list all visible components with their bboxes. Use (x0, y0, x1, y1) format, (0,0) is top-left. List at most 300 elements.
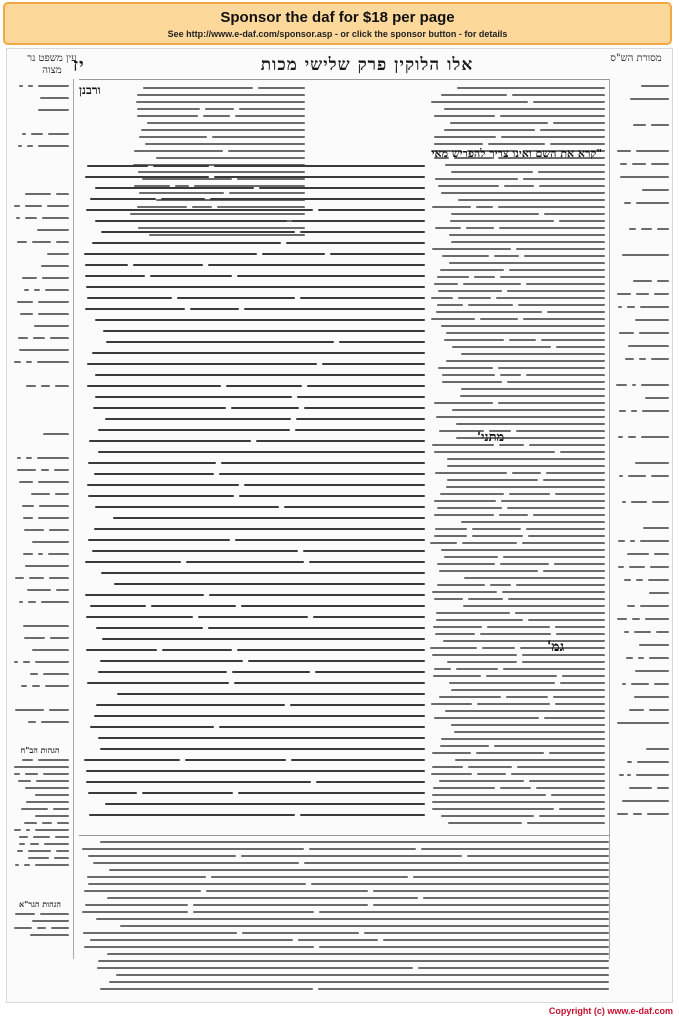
text-line (95, 506, 278, 508)
text-line (439, 570, 538, 572)
text-line (262, 253, 326, 255)
text-line (619, 774, 623, 776)
text-line (47, 253, 69, 255)
text-line (628, 436, 636, 438)
text-line (423, 897, 609, 899)
text-line (17, 469, 36, 471)
text-line (447, 661, 517, 663)
text-line (543, 570, 605, 572)
text-line (19, 601, 23, 603)
text-line (627, 553, 649, 555)
text-line (618, 436, 624, 438)
text-line (96, 627, 203, 629)
text-line (526, 374, 605, 376)
text-line (431, 773, 472, 775)
text-line (54, 469, 69, 471)
text-line (86, 286, 426, 288)
text-line (480, 633, 552, 635)
text-line (41, 721, 69, 723)
text-line (117, 693, 425, 695)
text-line (30, 673, 39, 675)
text-line (190, 308, 240, 310)
text-line (235, 539, 425, 541)
text-line (37, 457, 69, 459)
text-line (221, 462, 425, 464)
text-line (37, 927, 46, 929)
text-line (26, 829, 30, 831)
text-line (468, 766, 513, 768)
text-line (488, 143, 544, 145)
text-line (553, 122, 605, 124)
text-line (248, 660, 425, 662)
text-line (616, 384, 627, 386)
text-line (87, 876, 207, 878)
text-line (632, 163, 646, 165)
text-line (499, 514, 528, 516)
text-line (642, 189, 669, 191)
text-line (94, 715, 425, 717)
text-line (40, 97, 69, 99)
mesoret-hashas-label: מסורת הש"ס (610, 53, 662, 64)
text-line (631, 683, 649, 685)
text-line (651, 358, 669, 360)
text-line (642, 410, 669, 412)
sponsor-title[interactable]: Sponsor the daf for $18 per page (220, 9, 455, 26)
text-line (554, 563, 605, 565)
sponsor-subtitle[interactable]: See http://www.e-daf.com/sponsor.asp - or click the sponsor button - for details (167, 29, 508, 39)
text-line (444, 556, 498, 558)
text-line (517, 766, 605, 768)
text-line (494, 745, 605, 747)
text-line (114, 583, 425, 585)
text-line (441, 192, 605, 194)
text-line (472, 535, 523, 537)
text-line (210, 198, 425, 200)
text-line (543, 479, 605, 481)
text-line (100, 988, 314, 990)
text-line (630, 98, 669, 100)
text-line (17, 850, 23, 852)
text-line (85, 904, 188, 906)
text-line (319, 946, 609, 948)
text-line (85, 264, 128, 266)
text-line (633, 280, 652, 282)
text-line (101, 572, 425, 574)
text-line (509, 493, 550, 495)
text-line (96, 704, 285, 706)
text-line (636, 774, 669, 776)
text-line (462, 542, 517, 544)
text-line (100, 660, 243, 662)
text-line (544, 213, 605, 215)
text-line (640, 605, 669, 607)
text-line (500, 563, 548, 565)
text-line (56, 241, 69, 243)
text-line (309, 848, 416, 850)
text-line (322, 363, 425, 365)
text-line (15, 864, 19, 866)
text-line (435, 472, 507, 474)
text-line (25, 787, 69, 789)
text-line (504, 185, 535, 187)
text-line (237, 275, 425, 277)
text-line (562, 675, 605, 677)
gemara-marker: גמ' (547, 639, 565, 655)
text-line (434, 402, 493, 404)
text-line (43, 673, 69, 675)
text-line (627, 774, 631, 776)
text-line (84, 946, 314, 948)
text-line (49, 529, 69, 531)
text-line (432, 766, 462, 768)
text-line (455, 759, 605, 761)
text-line (120, 925, 609, 927)
text-line (480, 318, 518, 320)
text-line (193, 904, 368, 906)
text-line (454, 731, 605, 733)
text-line (55, 385, 69, 387)
text-line (373, 904, 609, 906)
text-line (98, 429, 290, 431)
text-line (96, 918, 609, 920)
text-line (15, 709, 44, 711)
text-line (17, 457, 21, 459)
copyright-footer[interactable]: Copyright (c) www.e-daf.com (548, 1006, 673, 1016)
text-line (241, 605, 425, 607)
text-line (244, 484, 425, 486)
text-line (528, 619, 605, 621)
text-line (32, 241, 51, 243)
text-line (34, 289, 41, 291)
text-line (474, 276, 495, 278)
text-line (26, 457, 32, 459)
haggahot-hagra-label: הגהות הגר"א (18, 899, 62, 909)
text-line (443, 640, 605, 642)
text-line (650, 566, 669, 568)
text-line (14, 661, 18, 663)
text-line (434, 115, 495, 117)
text-line (56, 589, 69, 591)
text-line (432, 752, 470, 754)
running-title: אלו הלוקין פרק שלישי מכות (260, 55, 474, 75)
text-line (461, 353, 605, 355)
text-line (41, 601, 69, 603)
text-line (41, 385, 50, 387)
left-margin-separator (73, 79, 74, 959)
text-line (291, 759, 425, 761)
text-line (106, 341, 334, 343)
text-line (313, 616, 425, 618)
text-line (539, 185, 605, 187)
text-line (651, 475, 669, 477)
text-line (640, 306, 669, 308)
text-line (101, 231, 295, 233)
text-line (32, 685, 41, 687)
text-line (19, 836, 27, 838)
text-line (463, 283, 521, 285)
text-line (95, 187, 254, 189)
text-line (556, 346, 605, 348)
text-line (208, 627, 425, 629)
text-line (451, 241, 605, 243)
text-line (559, 808, 605, 810)
text-line (441, 815, 533, 817)
text-line (136, 101, 305, 103)
text-line (445, 164, 605, 166)
text-line (447, 465, 605, 467)
text-line (440, 269, 505, 271)
text-line (516, 430, 605, 432)
text-line (286, 242, 425, 244)
text-line (38, 313, 69, 315)
text-line (57, 822, 69, 824)
text-line (84, 759, 180, 761)
text-line (624, 202, 632, 204)
text-line (235, 115, 305, 117)
text-line (628, 345, 669, 347)
text-line (26, 385, 35, 387)
text-line (22, 277, 37, 279)
text-line (628, 475, 645, 477)
text-line (466, 227, 494, 229)
text-line (17, 241, 27, 243)
text-line (460, 395, 605, 397)
text-line (87, 297, 172, 299)
text-line (27, 589, 51, 591)
text-line (211, 876, 408, 878)
text-line (507, 381, 605, 383)
text-line (636, 202, 669, 204)
text-line (22, 133, 27, 135)
text-line (28, 857, 49, 859)
text-line (45, 289, 69, 291)
text-line (86, 616, 193, 618)
text-line (38, 145, 69, 147)
sponsor-banner[interactable] (3, 2, 672, 45)
text-line (452, 409, 605, 411)
text-line (162, 649, 232, 651)
text-line (383, 939, 609, 941)
text-line (617, 293, 631, 295)
text-line (295, 429, 425, 431)
text-line (630, 540, 634, 542)
text-line (150, 275, 232, 277)
rashi-column (427, 87, 605, 827)
text-line (26, 361, 32, 363)
text-line (533, 514, 605, 516)
text-line (461, 388, 605, 390)
text-line (47, 205, 69, 207)
text-line (648, 579, 669, 581)
text-line (113, 517, 425, 519)
text-line (436, 311, 542, 313)
text-line (437, 584, 485, 586)
text-line (635, 670, 669, 672)
text-line (449, 234, 605, 236)
text-line (31, 493, 50, 495)
text-line (38, 481, 69, 483)
text-line (633, 813, 642, 815)
text-line (309, 561, 425, 563)
text-line (482, 647, 515, 649)
text-line (546, 472, 605, 474)
text-line (434, 668, 451, 670)
text-line (49, 577, 69, 579)
text-line (51, 927, 69, 929)
text-line (86, 770, 426, 772)
text-line (657, 228, 669, 230)
text-line (256, 440, 425, 442)
text-line (24, 822, 37, 824)
text-line (82, 911, 188, 913)
text-line (509, 339, 536, 341)
text-line (87, 165, 148, 167)
text-line (56, 193, 69, 195)
text-line (446, 360, 605, 362)
text-line (38, 85, 69, 87)
text-line (42, 277, 69, 279)
text-line (467, 855, 609, 857)
text-line (527, 822, 605, 824)
text-line (97, 967, 413, 969)
text-line (21, 685, 26, 687)
gemara-main-text (81, 165, 425, 825)
text-line (441, 738, 605, 740)
text-line (450, 122, 548, 124)
text-line (315, 671, 425, 673)
text-line (84, 253, 256, 255)
text-line (539, 815, 605, 817)
text-line (498, 206, 605, 208)
text-line (38, 517, 69, 519)
text-line (440, 493, 503, 495)
text-line (92, 242, 282, 244)
text-line (622, 800, 669, 802)
text-line (153, 165, 210, 167)
text-line (22, 759, 32, 761)
text-line (435, 178, 518, 180)
text-line (212, 136, 305, 138)
text-line (432, 248, 511, 250)
text-line (300, 814, 425, 816)
text-line (89, 814, 294, 816)
text-line (93, 862, 299, 864)
text-line (38, 109, 69, 111)
text-line (516, 248, 605, 250)
text-line (635, 319, 669, 321)
text-line (19, 481, 33, 483)
text-line (14, 927, 31, 929)
bottom-commentary-rule (79, 835, 609, 836)
text-line (90, 726, 214, 728)
text-line (550, 143, 605, 145)
text-line (89, 440, 252, 442)
text-line (18, 145, 22, 147)
text-line (538, 171, 605, 173)
text-line (446, 486, 605, 488)
text-line (107, 897, 418, 899)
text-line (499, 227, 605, 229)
text-line (214, 165, 425, 167)
text-line (90, 605, 145, 607)
text-line (434, 535, 467, 537)
text-line (647, 813, 669, 815)
text-line (500, 787, 531, 789)
text-line (626, 657, 632, 659)
text-line (477, 773, 506, 775)
text-line (241, 855, 461, 857)
text-line (26, 801, 69, 803)
text-line (83, 932, 237, 934)
text-line (139, 136, 208, 138)
text-line (292, 220, 425, 222)
text-line (434, 717, 539, 719)
text-line (516, 584, 605, 586)
text-line (242, 932, 360, 934)
text-line (547, 311, 605, 313)
text-line (622, 683, 626, 685)
text-line (45, 685, 69, 687)
text-line (438, 290, 502, 292)
text-line (25, 773, 38, 775)
text-line (88, 539, 230, 541)
text-line (522, 542, 605, 544)
text-line (53, 808, 69, 810)
text-line (487, 626, 550, 628)
text-line (88, 792, 137, 794)
text-line (98, 960, 609, 962)
text-line (437, 507, 501, 509)
text-line (636, 579, 643, 581)
text-line (15, 577, 24, 579)
text-line (438, 185, 498, 187)
text-line (14, 361, 20, 363)
text-line (92, 550, 297, 552)
text-line (55, 493, 69, 495)
text-line (177, 297, 296, 299)
text-line (339, 341, 425, 343)
text-line (413, 876, 609, 878)
text-line (38, 553, 44, 555)
text-line (646, 748, 669, 750)
text-line (18, 780, 32, 782)
text-line (500, 115, 605, 117)
text-line (193, 911, 314, 913)
text-line (284, 506, 425, 508)
text-line (439, 696, 502, 698)
text-line (447, 458, 605, 460)
text-line (627, 761, 632, 763)
text-line (185, 759, 286, 761)
text-line (19, 349, 69, 351)
text-line (503, 668, 605, 670)
text-line (85, 275, 145, 277)
text-line (95, 374, 425, 376)
text-line (441, 94, 507, 96)
text-line (432, 654, 517, 656)
text-line (38, 759, 69, 761)
text-line (37, 361, 69, 363)
text-line (654, 553, 669, 555)
text-line (502, 591, 605, 593)
text-line (24, 289, 29, 291)
text-line (239, 108, 305, 110)
text-line (555, 493, 605, 495)
text-line (477, 703, 550, 705)
text-line (486, 675, 557, 677)
text-line (622, 254, 669, 256)
text-line (494, 255, 518, 257)
